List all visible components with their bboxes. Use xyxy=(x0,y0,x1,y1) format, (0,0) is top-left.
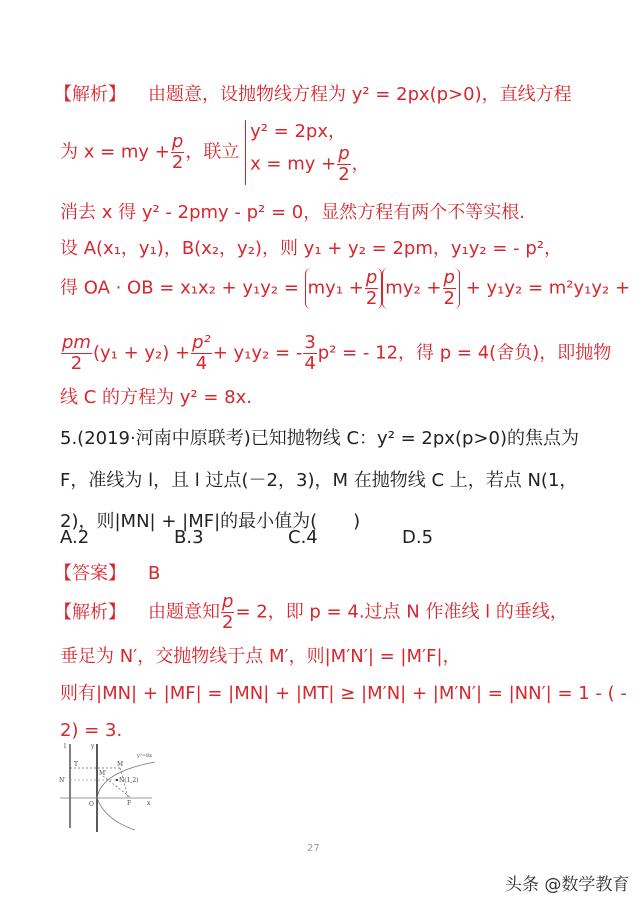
text: + y₁y₂ = m²y₁y₂ + xyxy=(465,277,631,299)
parabola-figure xyxy=(55,742,165,834)
option-c: C.4 xyxy=(288,527,318,548)
text: my₂ + xyxy=(385,277,442,299)
text: ， xyxy=(351,153,370,175)
text: = 2，即 p = 4.过点 N 作准线 l 的垂线， xyxy=(235,601,568,623)
system-eq2: x = my + xyxy=(250,153,337,175)
fraction xyxy=(303,333,316,374)
analysis1-line7: 线 C 的方程为 y² = 8x. xyxy=(60,387,252,408)
text: my₁ + xyxy=(307,277,364,299)
watermark: 头条 @数学教育 xyxy=(505,875,630,895)
analysis2-line3: 则有|MN| + |MF| = |MN| + |MT| ≥ |M′N| + |M′N′| = |NN′| = 1 - ( - xyxy=(60,683,627,704)
question5-line3: 2)，则|MN| + |MF|的最小值为( ) xyxy=(60,511,361,532)
option-b: B.3 xyxy=(174,527,204,548)
paren-group xyxy=(382,268,460,309)
analysis1-line1 xyxy=(54,84,572,106)
text: + y₁y₂ = - xyxy=(212,342,303,364)
analysis1-line5 xyxy=(60,268,630,309)
paren-group xyxy=(305,268,383,309)
label-M: M xyxy=(117,761,124,768)
denominator: 2 xyxy=(338,164,350,185)
question5-line2: F，准线为 l，且 l 过点(－2，3)，M 在抛物线 C 上，若点 N(1， xyxy=(60,470,578,491)
label-x: x xyxy=(147,800,151,807)
question5-line1: 5.(2019·河南中原联考)已知抛物线 C：y² = 2px(p>0)的焦点为 xyxy=(60,428,579,449)
label-T: T xyxy=(74,761,79,768)
text: ，联立 xyxy=(185,141,240,163)
numerator: p xyxy=(365,267,378,288)
label-M-prime: M′ xyxy=(99,770,107,777)
analysis1-line6 xyxy=(60,333,611,374)
numerator: p xyxy=(171,131,184,152)
page-number: 27 xyxy=(307,843,320,854)
system-eq1: y² = 2px， xyxy=(250,121,346,142)
analysis-label: 【解析】 xyxy=(54,84,126,105)
numerator: p xyxy=(222,591,234,612)
label-O: O xyxy=(89,801,94,808)
denominator: 2 xyxy=(70,353,83,374)
label-N: N(1,2) xyxy=(119,777,139,784)
text: (y₁ + y₂) + xyxy=(92,342,191,364)
text: 由题意知 xyxy=(148,601,220,623)
equation-system xyxy=(245,120,370,185)
text: 由题意，设抛物线方程为 y² = 2px(p>0)，直线方程 xyxy=(148,84,572,105)
option-a: A.2 xyxy=(60,527,90,548)
text: 得 OA · OB = x₁x₂ + y₁y₂ = xyxy=(60,277,299,299)
analysis1-line3: 消去 x 得 y² - 2pmy - p² = 0，显然方程有两个不等实根. xyxy=(60,202,525,223)
fraction xyxy=(61,333,92,374)
numerator: p² xyxy=(192,332,211,353)
numerator: pm xyxy=(62,332,91,353)
label-N-prime: N′ xyxy=(59,777,66,784)
analysis2-line1 xyxy=(54,591,568,633)
label-y: y xyxy=(91,743,95,750)
analysis1-line2 xyxy=(60,120,370,185)
denominator: 2 xyxy=(171,152,184,173)
analysis1-line4: 设 A(x₁，y₁)，B(x₂，y₂)，则 y₁ + y₂ = 2pm，y₁y₂ = - p²， xyxy=(60,238,562,259)
numerator: p xyxy=(443,267,455,288)
label-curve: y²=8x xyxy=(137,753,153,759)
numerator: p xyxy=(338,143,350,164)
label-F: F xyxy=(127,800,132,807)
option-d: D.5 xyxy=(402,527,434,548)
analysis2-line4: 2) = 3. xyxy=(60,720,123,741)
fraction xyxy=(221,592,234,633)
numerator: 3 xyxy=(304,332,316,353)
analysis-label: 【解析】 xyxy=(54,601,126,623)
text: 为 x = my + xyxy=(60,141,170,163)
analysis2-line2: 垂足为 N′，交抛物线于点 M′，则|M′N′| = |M′F|， xyxy=(60,646,461,667)
fraction xyxy=(171,132,184,173)
denominator: 2 xyxy=(365,288,378,309)
question5-options xyxy=(60,527,516,549)
answer-line xyxy=(54,563,161,585)
fraction xyxy=(337,144,350,185)
fraction xyxy=(191,333,212,374)
denominator: 2 xyxy=(221,612,234,633)
denominator: 4 xyxy=(304,353,316,374)
denominator: 2 xyxy=(443,288,455,309)
answer-value: B xyxy=(148,563,161,584)
label-l: l xyxy=(64,743,66,750)
text: p² = - 12，得 p = 4(舍负)，即抛物 xyxy=(317,342,612,364)
answer-label: 【答案】 xyxy=(54,563,126,584)
denominator: 4 xyxy=(195,353,208,374)
